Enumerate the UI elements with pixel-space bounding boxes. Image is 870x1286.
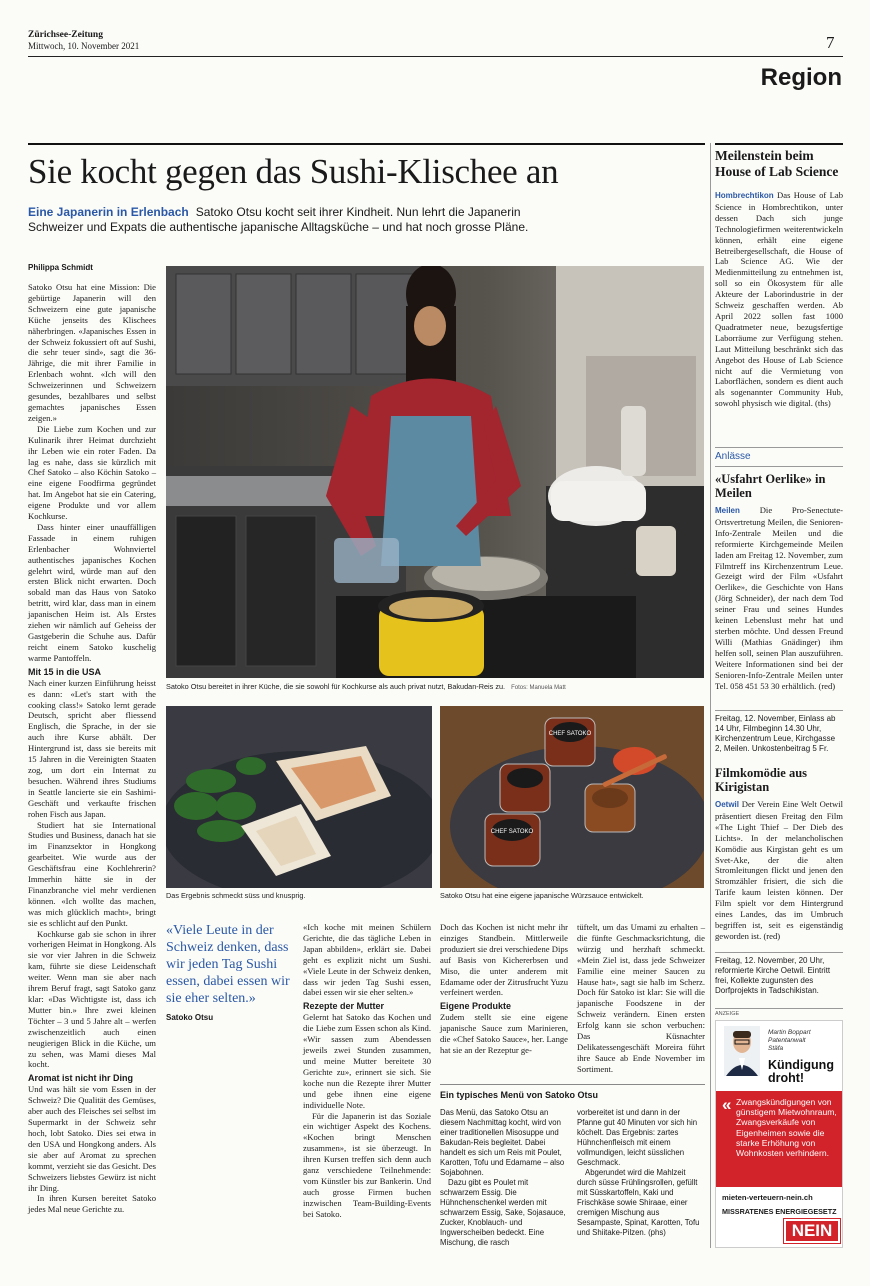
ad-headline: Kündigung droht! <box>768 1058 834 1085</box>
subheading: Mit 15 in die USA <box>28 666 102 677</box>
paragraph: Das Menü, das Satoko Otsu an diesem Nachmittag kocht, wird von einer traditionellen Misosuppe und Bakudan-Reis begleitet. Dabei handelt es sich um Reis mit Poulet, Karotten, Tofu und Edamame – also Sojabohnen. <box>440 1108 565 1177</box>
issue-date: Mittwoch, 10. November 2021 <box>28 41 140 51</box>
sidebar-divider <box>710 143 711 1248</box>
sidebar <box>715 148 843 409</box>
jar-label: CHEF SATOKO <box>548 731 592 737</box>
paragraph: Dazu gibt es Poulet mit schwarzem Essig. Die Hühnchenschenkel werden mit schwarzem Essig, Sake, Sojasauce, Zucker, Knoblauch- und Ingwerscheiben bedeckt. Eine Mischung, die rasch <box>440 1178 566 1247</box>
quote-mark-icon: « <box>722 1095 732 1114</box>
anlaesse-rule <box>715 447 843 448</box>
sidebar-rule <box>715 143 843 145</box>
lead-line-1: Satoko Otsu kocht seit ihrer Kindheit. Nun lehrt die Japanerin <box>195 205 521 219</box>
article-column-3 <box>440 922 568 1056</box>
ad-person-name: Martin Boppart <box>768 1029 811 1036</box>
paragraph: Und was hält sie vom Essen in der Schweiz? Die Qualität des Gemüses, aber auch des Fleisches sei selbst im Supermarkt in der Schweiz sehr hoch, lobt Satoko. Dies sei etwa in den USA und Hongkong anders. Als sie aber auf Aromat zu sprechen kommt, verzieht sie das Gesicht. Des Schweizers liebstes Gewürz ist nicht ihr Ding. <box>28 1084 156 1193</box>
ad-person-role: Patentanwalt <box>768 1037 806 1044</box>
sauce-jars-illustration <box>440 706 704 888</box>
paragraph: Die Liebe zum Kochen und zur Kulinarik ihrer Heimat durchzieht ihr Leben wie ein roter Faden. Da lag es nahe, dass sie kürzlich mit Chef Satoko – also Köchin Satoko – eine eigene Foodfirma gegründet hat. Im Angebot hat sie ein Catering, eigene Produkte und vor allem Kochkurse. <box>28 423 156 522</box>
paragraph: Zudem stellt sie eine eigene japanische Sauce zum Marinieren, die «Chef Satoko Sauce», her. Lange hat sie an der Rezeptur ge- <box>440 1012 568 1056</box>
ad-body: Zwangskündigungen von günstigem Mietwohnraum, Zwangsverkäufe von Eigenheimen sowie die starke Erhöhung von Wohnkosten verhindern. <box>736 1097 837 1159</box>
main-photo <box>166 266 704 678</box>
paragraph: «Ich koche mit meinen Schülern Gerichte, die das tägliche Leben in Japan abbilden», erklärt sie. Dabei geht es explizit nicht um Sushi. «Viele Leute in der Schweiz denken, dass wir jeden Tag Sushi essen, dabei essen wir sie eher selten.» <box>303 922 431 998</box>
sauce-jars-caption: Satoko Otsu hat eine eigene japanische Würzsauce entwickelt. <box>440 891 644 900</box>
paragraph: tüftelt, um das Umami zu erhalten – die fünfte Geschmacksrichtung, die würzig und herzhaft schmeckt. «Mein Ziel ist, dass jede Schweizer Familie eine meiner Saucen zu Hause hat», sagt sie halb im Scherz. Doch für Satoko ist klar: Sie will die japanische Foodszene in der Schweiz verändern. Einen ersten Erfolg kann sie schon verbuchen: Das Küsnachter Delikatessengeschäft Moreira führt ihre Sauce ab Ende November im Sortiment. <box>577 922 705 1074</box>
paragraph: Nach einer kurzen Einführung heisst es dann: «Let's start with the cooking class!» Satoko lernt gerade Deutsch, spricht aber fliessend Englisch, die Sprache, in der sie auch ihre Kurse abhält. Der Hintergrund ist, dass sie bereits mit 15 Jahren in die Vereinigten Staaten zog, um dort ein Internat zu besuchen. Während ihres Studiums in Seattle lancierte sie ein Sashimi-Geschäft und verkaufte frischen rohen Fisch aus Japan. <box>28 677 156 819</box>
article-column-1 <box>28 282 156 1215</box>
paragraph: Gelernt hat Satoko das Kochen und die Liebe zum Essen schon als Kind. «Wir sassen zum Abendessen jeweils zwei Stunden zusammen, und meine Mutter bereitete 30 Gerichte zu», erinnert sie sich. Sie koche nun die Rezepte ihrer Mutter und gebe ihnen eine eigene individuelle Note. <box>303 1012 431 1110</box>
sidebar-title: Meilenstein beim House of Lab Science <box>715 148 839 179</box>
event-1 <box>715 472 843 691</box>
paragraph: vorbereitet ist und dann in der Pfanne gut 40 Minuten vor sich hin köchelt. Das Ergebnis: zartes Hühnchenfleisch mit einem vollmundigen, leicht süsslichen Geschmack. <box>577 1108 698 1167</box>
pull-quote-author: Satoko Otsu <box>166 1013 214 1022</box>
paragraph: Doch das Kochen ist nicht mehr ihr einziges Standbein. Mittlerweile produziert sie drei verschiedene Dips auf Basis von Kichererbsen und Miso, die unter anderem mit Edamame oder der Zitrusfrucht Yuzu verfeinert werden. <box>440 922 568 998</box>
event-1-info-rule <box>715 710 843 711</box>
author: Philippa Schmidt <box>28 263 93 272</box>
anlaesse-heading: Anlässe <box>715 451 751 462</box>
article-column-2 <box>303 922 431 1220</box>
spring-rolls-caption: Das Ergebnis schmeckt süss und knusprig. <box>166 891 306 900</box>
event-1-info: Freitag, 12. November, Einlass ab 14 Uhr, Filmbeginn 14.30 Uhr, Kirchenzentrum Leue, Kirchgasse 2, Meilen. Unkostenbeitrag 5 Fr. <box>715 714 836 753</box>
jar-label: CHEF SATOKO <box>490 829 534 835</box>
pull-quote-block <box>166 922 290 1022</box>
headline: Sie kocht gegen das Sushi-Klischee an <box>28 152 559 191</box>
paragraph: Für die Japanerin ist das Soziale ein wichtiger Aspekt des Kochens. «Kochen bringt Menschen zusammen», ist sie überzeugt. In ihren Kursen treffen sich denn auch ganz verschiedene Teilnehmende: vom Künstler bis zur Bankerin. Und auch grosse Firmen buchen inzwischen Team-Building-Events bei Satoko. <box>303 1110 431 1219</box>
pull-quote: «Viele Leute in der Schweiz denken, dass wir jeden Tag Sushi essen, dabei essen wir sie eher selten.» <box>166 923 290 1006</box>
masthead-rule <box>28 56 843 57</box>
ad-person-place: Stäfa <box>768 1045 784 1052</box>
ad-portrait <box>724 1026 760 1076</box>
paragraph: Dass hinter einer unauffälligen Fassade in einem ruhigen Erlenbacher Wohnviertel authentisches japanisches Kochen gelehrt wird, würde man auf den ersten Blick nicht erwarten. Doch sobald man das Haus von Satoko betritt, wird klar, dass man in einem japanischen Heim ist. Als Erstes ziehen wir nämlich auf Geheiss der Gastgeberin die Schuhe aus. Dafür reicht einem Satoko kuschelig warme Pantoffeln. <box>28 521 156 663</box>
event-1-title: «Usfahrt Oerlike» in Meilen <box>715 472 826 500</box>
event-2-info-rule <box>715 952 843 953</box>
subheading: Eigene Produkte <box>440 1001 512 1012</box>
event-1-dateline: Meilen <box>715 506 740 515</box>
menu-box-column-2 <box>577 1108 705 1238</box>
spring-rolls-photo <box>166 706 432 888</box>
menu-box-column-1 <box>440 1108 568 1248</box>
photo-credit: Fotos: Manuela Matt <box>511 685 566 691</box>
kitchen-photo-illustration <box>166 266 704 678</box>
person-portrait-icon <box>724 1026 760 1076</box>
section-title: Region <box>760 64 842 91</box>
event-2-info: Freitag, 12. November, 20 Uhr, reformierte Kirche Oetwil. Eintritt frei, Kollekte zugunsten des Dorfprojekts in Tadschikistan. <box>715 956 831 995</box>
advertisement[interactable] <box>715 1020 843 1248</box>
event-1-body: Die Pro-Senectute-Ortsvertretung Meilen, die Senioren-Info-Zentrale Meilen und die reformierte Kirchgemeinde Meilen laden am Freitag 12. November, zum Filmtreff ins Kirchenzentrum Leue. Gezeigt wird der Film «Usfahrt Oerlike», die Geschichte von Hans (Jörg Schneider), der nach dem Tod seiner Frau und seines Hundes keinen Lebenslust mehr hat und sterben möchte. Und dessen Freund Willi (Mathias Gnädinger) ihm helfen soll, seinen Plan auszuführen. Weitere Informationen sind bei der Senioren-Info-Zentrale Meilen unter Tel. 058 451 53 30 erhältlich. (red) <box>715 505 843 691</box>
nein-badge: NEIN <box>784 1219 840 1243</box>
ad-slogan: MISSRATENES ENERGIEGESETZ <box>722 1207 837 1216</box>
anlaesse-rule-2 <box>715 466 843 467</box>
event-2-title: Filmkomödie aus Kirigistan <box>715 766 808 794</box>
sidebar-dateline: Hombrechtikon <box>715 191 774 200</box>
sidebar-body: Das House of Lab Science in Hombrechtikon, unter dessen Dach sich junge Technologiefirmen weiterentwickeln können, erhält eine eigene Betreibergesellschaft, die House of Lab Science AG. Wie der Medienmitteilung zu entnehmen ist, soll so ein Ökosystem für alle Akteure der Laborindustrie in der Schweiz geschaffen werden. Ab April 2022 sollen fast 1000 Quadratmeter neue, bezugsfertige Laborräume zur Verfügung stehen. Laut Mitteilung beschränkt sich das Angebot des House of Lab Science nicht auf die Vermietung von Laborflächen, sondern es dient auch als sogenannter Community Hub, sowohl physisch wie digital. (ths) <box>715 190 843 409</box>
subheading: Aromat ist nicht ihr Ding <box>28 1073 134 1084</box>
ad-url[interactable]: mieten-verteuern-nein.ch <box>722 1193 813 1202</box>
page-number: 7 <box>826 33 835 52</box>
event-2-body: Der Verein Eine Welt Oetwil präsentiert diesen Freitag den Film «The Light Thief – Der Dieb des Lichts». In der melancholischen Komödie aus Kirgistan geht es um Svet-Ake, der die alten Stromleitungen flickt und jenen den Stromzähler frisiert, die sich die Tarife kaum leisten können. Der Film spielt vor dem Hintergrund eines Landes, das im Umbruch begriffen ist, seit es eigenständig geworden ist. (red) <box>715 799 843 941</box>
paragraph: Satoko Otsu hat eine Mission: Die gebürtige Japanerin will den Schweizern eine gute japanische Küche jenseits des Klischees näherbringen. «Japanisches Essen in der Schweiz fokussiert oft auf Sushi, die sehr teuer sind», sagt die 36-Jährige, die mit ihrer Familie in Erlenbach wohnt. «Ich will den Schweizerinnen und Schweizern gesundes, bezahlbares und selbst gemachtes japanisches Essen zeigen.» <box>28 282 156 423</box>
sauce-jars-photo <box>440 706 704 888</box>
spring-rolls-illustration <box>166 706 432 888</box>
paragraph: Abgerundet wird die Mahlzeit durch süsse Frühlingsrollen, gefüllt mit Süsskartoffeln, Kaki und Frischkäse sowie Shiraae, einer cremigen Mischung aus Sesampaste, Spinat, Karotten, Tofu und Shiitake-Pilzen. (phs) <box>577 1168 700 1237</box>
event-2-dateline: Oetwil <box>715 800 740 809</box>
main-photo-caption: Satoko Otsu bereitet in ihrer Küche, die sie sowohl für Kochkurse als auch privat nutzt, Bakudan-Reis zu. <box>166 682 506 691</box>
subheading: Rezepte der Mutter <box>303 1001 385 1012</box>
kicker: Eine Japanerin in Erlenbach <box>28 205 189 219</box>
article-column-4 <box>577 922 705 1075</box>
ad-rule <box>715 1008 843 1009</box>
paragraph: Kochkurse gab sie schon in ihrer vorherigen Heimat in Hongkong. Als sie vor vier Jahren in die Schweiz kam, führte sie diese Leidenschaft weiter. Wenn man sie aber nach ihrem Beruf fragt, sagt Satoko ganz klar: «Das Wichtigste ist, dass ich Mutter bin.» Ihre zwei kleinen Töchter – 3 und 5 Jahre alt – werfen zwischenzeitlich auch einen neugierigen Blick in die Küche, um zu sehen, was Mami dieses Mal kocht. <box>28 928 156 1070</box>
menu-box-rule <box>440 1084 705 1085</box>
paragraph: Studiert hat sie International Studies und Business, danach hat sie im Finanzsektor in Hongkong gearbeitet. Wie wurde aus der Geschäftsfrau eine Kochlehrerin? Immerhin hätte sie in der Finanzbranche viel mehr verdienen können. «Ich wollte das machen, was mich glücklich macht», bringt sie es schlicht auf den Punkt. <box>28 819 156 928</box>
lead-line-2: Schweizer und Expats die authentische japanische Alltagsküche – und hat noch grosse Pläne. <box>28 220 529 234</box>
menu-box-title: Ein typisches Menü von Satoko Otsu <box>440 1090 599 1100</box>
ad-label: ANZEIGE <box>715 1011 740 1017</box>
paper-name: Zürichsee-Zeitung <box>28 30 103 40</box>
event-2 <box>715 766 843 942</box>
ad-red-panel <box>716 1091 842 1187</box>
headline-rule <box>28 143 705 145</box>
paragraph: In ihren Kursen bereitet Satoko jedes Mal neue Gerichte zu. <box>28 1193 156 1215</box>
